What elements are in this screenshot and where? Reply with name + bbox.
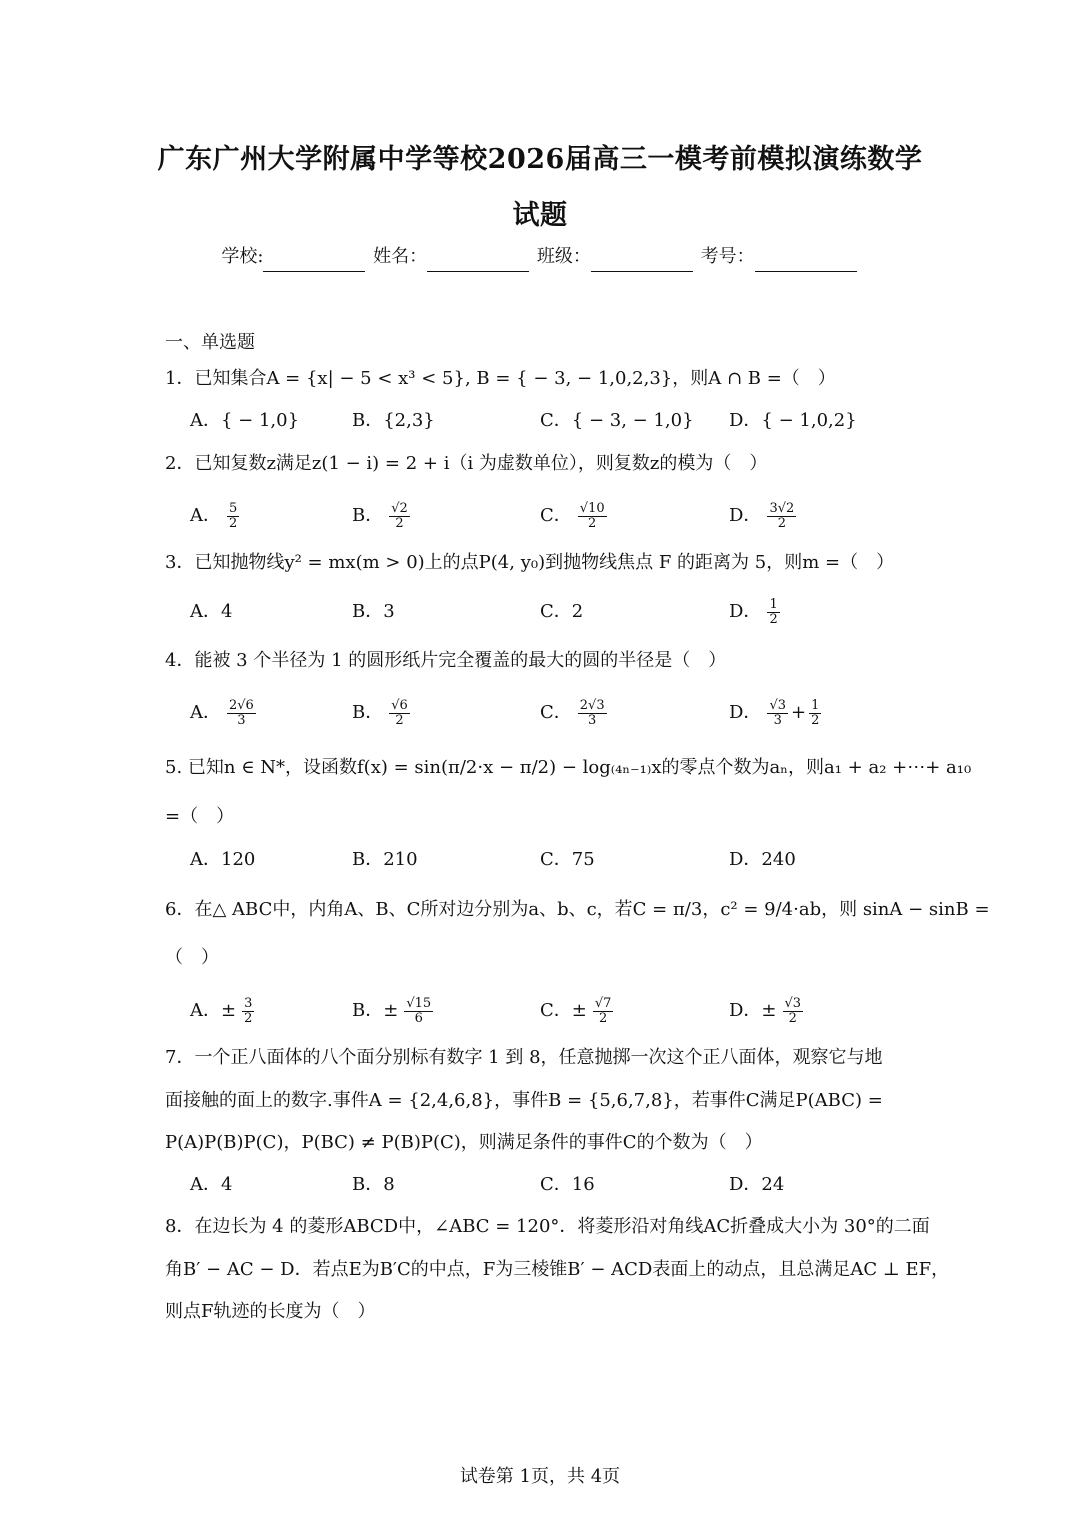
q4-option-d[interactable] [729, 693, 821, 733]
q3-option-d[interactable] [729, 592, 780, 632]
q4-option-d-plus: + [791, 702, 807, 723]
question-4: 4．能被 3 个半径为 1 的圆形纸片完全覆盖的最大的圆的半径是（ ） [165, 650, 727, 671]
q1-option-a[interactable]: A．{ − 1,0} [190, 410, 300, 431]
question-7-options [190, 1165, 930, 1205]
page-footer: 试卷第 1页，共 4页 [459, 1466, 621, 1487]
q4-option-a[interactable] [190, 693, 256, 733]
q2-option-d-label: D． [729, 505, 762, 526]
class-blank[interactable] [591, 249, 693, 272]
question-6-line2: （ ） [165, 947, 219, 968]
question-4-options [190, 693, 930, 733]
question-5-options [190, 840, 930, 880]
q5-option-b[interactable]: B．210 [352, 849, 418, 870]
q4-option-b-label: B． [352, 702, 384, 723]
q2-option-b-fraction: $\frac{√2}{2}$ [391, 500, 408, 531]
q3-option-b[interactable]: B．3 [352, 601, 395, 622]
q6-option-d[interactable] [729, 991, 803, 1031]
q3-option-a[interactable]: A．4 [190, 601, 233, 622]
q6-option-c[interactable] [540, 991, 613, 1031]
q6-option-b-fraction: $\frac{√15}{6}$ [406, 995, 432, 1026]
student-info-row [150, 242, 930, 272]
q1-option-c[interactable]: C．{ − 3, − 1,0} [540, 410, 694, 431]
q5-option-a[interactable]: A．120 [190, 849, 256, 870]
question-6-line1: 6．在△ ABC中，内角A、B、C所对边分别为a、b、c，若C = π/3，c² = 9/4·ab，则 sinA − sinB = [165, 899, 990, 920]
q4-option-b-fraction: $\frac{√6}{2}$ [391, 697, 408, 728]
class-label: 班级： [536, 246, 591, 267]
q2-option-d[interactable] [729, 496, 796, 536]
q7-option-d[interactable]: D．24 [729, 1174, 785, 1195]
q2-option-d-fraction: $\frac{3√2}{2}$ [769, 500, 795, 531]
school-label: 学校: [221, 246, 264, 267]
question-1: 1．已知集合A = {x| − 5 < x³ < 5}, B = { − 3, − 1,0,2,3}，则A ∩ B =（ ） [165, 368, 836, 389]
question-3: 3．已知抛物线y² = mx(m > 0)上的点P(4, y₀)到抛物线焦点 F 的距离为 5，则m =（ ） [165, 552, 895, 573]
question-8-line2: 角B′ − AC − D．若点E为B′C的中点，F为三棱锥B′ − ACD表面上的动点，且总满足AC ⊥ EF， [165, 1259, 950, 1280]
q2-option-b-label: B． [352, 505, 384, 526]
question-8-line3: 则点F轨迹的长度为（ ） [165, 1301, 376, 1322]
question-5-line2: =（ ） [165, 806, 235, 827]
question-5-line1: 5. 已知n ∈ N*，设函数f(x) = sin(π/2·x − π/2) − log₍₄ₙ₋₁₎x的零点个数为aₙ，则a₁ + a₂ +⋯+ a₁₀ [165, 757, 972, 778]
q1-option-d[interactable]: D．{ − 1,0,2} [729, 410, 857, 431]
q4-option-b[interactable] [352, 693, 410, 733]
question-7-line1: 7．一个正八面体的八个面分别标有数字 1 到 8，任意抛掷一次这个正八面体，观察它与地 [165, 1047, 883, 1068]
q4-option-a-fraction: $\frac{2√6}{3}$ [229, 697, 254, 728]
id-label: 考号： [700, 246, 755, 267]
question-7-line3: P(A)P(B)P(C)，P(BC) ≠ P(B)P(C)，则满足条件的事件C的个数为（ ） [165, 1132, 763, 1153]
q2-option-c-fraction: $\frac{√10}{2}$ [579, 500, 605, 531]
q2-option-a-label: A． [190, 505, 221, 526]
question-1-options [190, 401, 930, 441]
q2-option-a[interactable] [190, 496, 239, 536]
q6-option-d-label: D．± [729, 1000, 777, 1021]
q3-option-c[interactable]: C．2 [540, 601, 584, 622]
q2-option-c[interactable] [540, 496, 607, 536]
question-2-options [190, 496, 930, 536]
question-2: 2．已知复数z满足z(1 − i) = 2 + i（i 为虚数单位），则复数z的模为（ ） [165, 453, 768, 474]
q5-option-d[interactable]: D．240 [729, 849, 796, 870]
q4-option-d-fraction-2: $\frac{1}{2}$ [811, 697, 820, 728]
q4-option-c-label: C． [540, 702, 572, 723]
id-blank[interactable] [755, 249, 857, 272]
question-8-line1: 8．在边长为 4 的菱形ABCD中，∠ABC = 120°．将菱形沿对角线AC折叠成大小为 30°的二面 [165, 1216, 930, 1237]
name-label: 姓名： [373, 246, 428, 267]
q6-option-c-label: C．± [540, 1000, 587, 1021]
q2-option-b[interactable] [352, 496, 410, 536]
q7-option-a[interactable]: A．4 [190, 1174, 233, 1195]
q7-option-c[interactable]: C．16 [540, 1174, 595, 1195]
q6-option-b[interactable] [352, 991, 433, 1031]
q4-option-d-label: D． [729, 702, 762, 723]
title-line2: 试题 [512, 200, 568, 231]
q6-option-c-fraction: $\frac{√7}{2}$ [594, 995, 612, 1026]
q6-option-a-label: A．± [190, 1000, 237, 1021]
q6-option-a-fraction: $\frac{3}{2}$ [244, 995, 253, 1026]
q2-option-a-fraction: $\frac{5}{2}$ [229, 500, 238, 531]
q4-option-a-label: A． [190, 702, 221, 723]
q4-option-d-fraction: $\frac{√3}{3}$ [769, 697, 786, 728]
q6-option-d-fraction: $\frac{√3}{2}$ [784, 995, 802, 1026]
q4-option-c-fraction: $\frac{2√3}{3}$ [579, 697, 605, 728]
question-6-options [190, 991, 930, 1031]
q3-option-d-fraction: $\frac{1}{2}$ [769, 596, 778, 627]
school-blank[interactable] [263, 249, 365, 272]
q1-option-b[interactable]: B．{2,3} [352, 410, 435, 431]
q2-option-c-label: C． [540, 505, 572, 526]
q7-option-b[interactable]: B．8 [352, 1174, 395, 1195]
question-7-line2: 面接触的面上的数字.事件A = {2,4,6,8}，事件B = {5,6,7,8}，若事件C满足P(ABC) = [165, 1090, 883, 1111]
name-blank[interactable] [427, 249, 529, 272]
section-title: 一、单选题 [165, 332, 255, 353]
q3-option-d-label: D． [729, 601, 762, 622]
q6-option-a[interactable] [190, 991, 254, 1031]
q5-option-c[interactable]: C．75 [540, 849, 595, 870]
title-line1: 广东广州大学附属中学等校2026届高三一模考前模拟演练数学 [157, 144, 923, 175]
q6-option-b-label: B．± [352, 1000, 399, 1021]
question-3-options [190, 592, 930, 632]
q4-option-c[interactable] [540, 693, 607, 733]
